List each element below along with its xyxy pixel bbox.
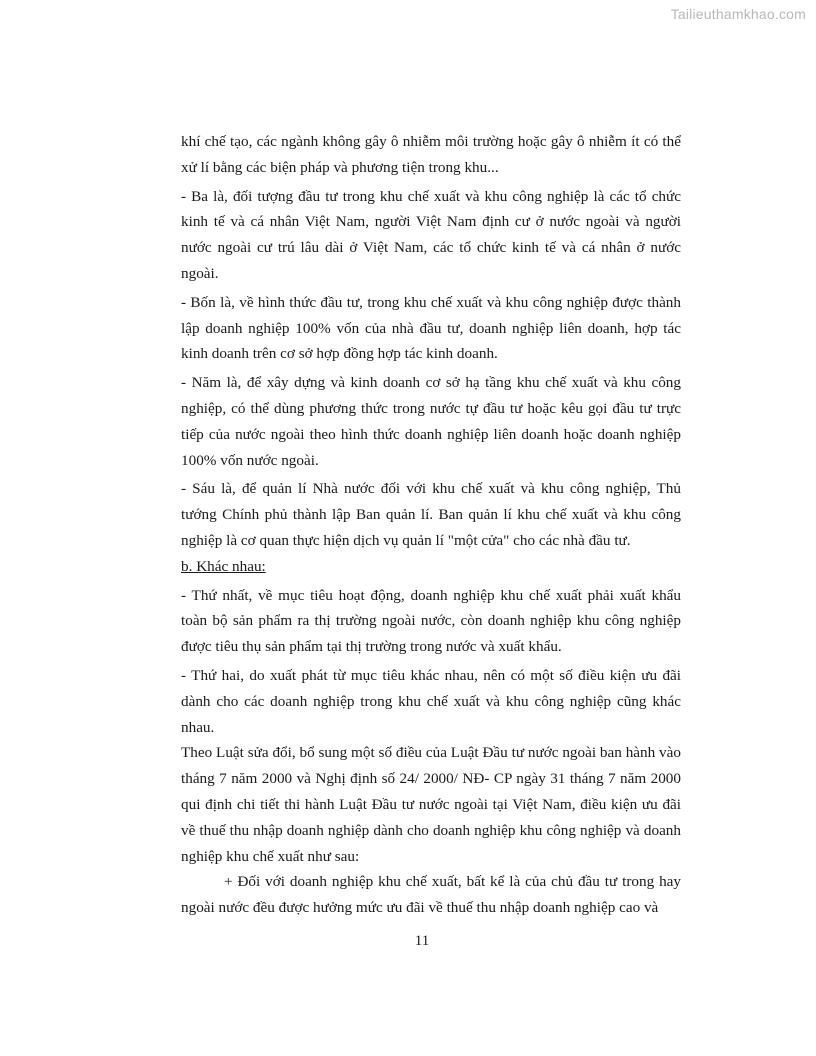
paragraph-item-4: - Bốn là, về hình thức đầu tư, trong khu chế xuất và khu công nghiệp được thành lập doanh nghiệp 100% vốn của nhà đầu tư, doanh nghiệp liên doanh, hợp tác kinh doanh trên cơ sở hợp đồng hợp tác kinh doanh.: [181, 293, 681, 363]
paragraph-continuation: khí chế tạo, các ngành không gây ô nhiễm môi trường hoặc gây ô nhiễm ít có thể xử lí bằng các biện pháp và phương tiện trong khu...: [181, 133, 681, 176]
paragraph-law-reference: Theo Luật sửa đổi, bổ sung một số điều của Luật Đầu tư nước ngoài ban hành vào tháng 7 năm 2000 và Nghị định số 24/ 2000/ NĐ- CP ngày 31 tháng 7 năm 2000 qui định chi tiết thi hành Luật Đầu tư nước ngoài tại Việt Nam, điều kiện ưu đãi về thuế thu nhập doanh nghiệp dành cho doanh nghiệp khu công nghiệp và doanh nghiệp khu chế xuất như sau:: [181, 744, 681, 865]
paragraph-item-5: - Năm là, để xây dựng và kinh doanh cơ sở hạ tầng khu chế xuất và khu công nghiệp, có thể dùng phương thức trong nước tự đầu tư hoặc kêu gọi đầu tư trực tiếp của nước ngoài theo hình thức doanh nghiệp liên doanh hoặc doanh nghiệp 100% vốn nước ngoài.: [181, 374, 681, 469]
watermark-text: Tailieuthamkhao.com: [670, 6, 806, 22]
paragraph-item-3: - Ba là, đối tượng đầu tư trong khu chế xuất và khu công nghiệp là các tổ chức kinh tế và cá nhân Việt Nam, người Việt Nam định cư ở nước ngoài và người nước ngoài cư trú lâu dài ở Việt Nam, các tổ chức kinh tế và cá nhân ở nước ngoài.: [181, 187, 681, 282]
document-body: [181, 129, 681, 921]
page-number: 11: [414, 933, 430, 949]
paragraph-difference-1: - Thứ nhất, về mục tiêu hoạt động, doanh nghiệp khu chế xuất phải xuất khẩu toàn bộ sản phẩm ra thị trường ngoài nước, còn doanh nghiệp khu công nghiệp được tiêu thụ sản phẩm tại thị trường trong nước và xuất khẩu.: [181, 586, 681, 656]
section-heading: b. Khác nhau:: [181, 557, 266, 575]
paragraph-export-zone: + Đối với doanh nghiệp khu chế xuất, bất kể là của chủ đầu tư trong hay ngoài nước đều được hưởng mức ưu đãi về thuế thu nhập doanh nghiệp cao và: [181, 873, 681, 917]
paragraph-difference-2: - Thứ hai, do xuất phát từ mục tiêu khác nhau, nên có một số điều kiện ưu đãi dành cho các doanh nghiệp trong khu chế xuất và khu công nghiệp cũng khác nhau.: [181, 666, 681, 736]
paragraph-item-6: - Sáu là, để quản lí Nhà nước đối với khu chế xuất và khu công nghiệp, Thủ tướng Chính phủ thành lập Ban quản lí. Ban quản lí khu chế xuất và khu công nghiệp là cơ quan thực hiện dịch vụ quản lí "một cửa" cho các nhà đầu tư.: [181, 480, 681, 549]
